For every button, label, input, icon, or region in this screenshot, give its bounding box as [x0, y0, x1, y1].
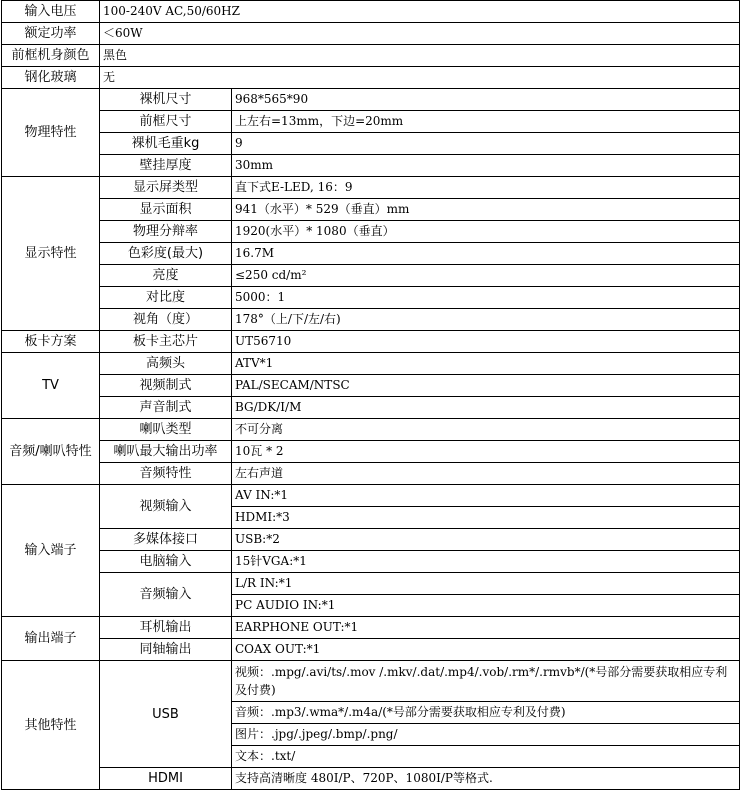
table-row: [2, 199, 740, 221]
sub-value: 10瓦 * 2: [232, 441, 740, 463]
sub-label: 喇叭最大输出功率: [100, 441, 232, 463]
sub-label: 前框尺寸: [100, 111, 232, 133]
sub-label: 声音制式: [100, 397, 232, 419]
sub-label: 视频制式: [100, 375, 232, 397]
table-row: [2, 243, 740, 265]
table-row: [2, 617, 740, 639]
sub-value: 9: [232, 133, 740, 155]
category-tv: TV: [2, 353, 100, 419]
table-row: [2, 551, 740, 573]
category-other: 其他特性: [2, 661, 100, 790]
sub-label: 电脑输入: [100, 551, 232, 573]
table-row: [2, 463, 740, 485]
sub-value: 视频：.mpg/.avi/ts/.mov /.mkv/.dat/.mp4/.vob/.rm*/.rmvb*/(*号部分需要获取相应专利及付费): [232, 661, 740, 702]
sub-label: 同轴输出: [100, 639, 232, 661]
row-value: 黑色: [100, 45, 740, 67]
sub-value: 左右声道: [232, 463, 740, 485]
sub-label: 显示面积: [100, 199, 232, 221]
sub-label: 音频输入: [100, 573, 232, 617]
sub-value: 音频：.mp3/.wma*/.m4a/(*号部分需要获取相应专利及付费): [232, 702, 740, 724]
category-inputs: 输入端子: [2, 485, 100, 617]
sub-label: 显示屏类型: [100, 177, 232, 199]
category-audio: 音频/喇叭特性: [2, 419, 100, 485]
row-label: 输入电压: [2, 1, 100, 23]
table-row: [2, 331, 740, 353]
sub-label: 色彩度(最大): [100, 243, 232, 265]
row-label: 额定功率: [2, 23, 100, 45]
category-board: 板卡方案: [2, 331, 100, 353]
sub-value: 30mm: [232, 155, 740, 177]
sub-label: USB: [100, 661, 232, 768]
table-row: [2, 67, 740, 89]
sub-value: HDMI:*3: [232, 507, 740, 529]
sub-label: 裸机毛重kg: [100, 133, 232, 155]
sub-label: 视角（度）: [100, 309, 232, 331]
table-row: [2, 265, 740, 287]
sub-label: 对比度: [100, 287, 232, 309]
sub-value: EARPHONE OUT:*1: [232, 617, 740, 639]
table-row: [2, 661, 740, 702]
sub-value: ≤250 cd/m²: [232, 265, 740, 287]
sub-label: 视频输入: [100, 485, 232, 529]
table-row: [2, 133, 740, 155]
sub-value: PAL/SECAM/NTSC: [232, 375, 740, 397]
sub-value: ATV*1: [232, 353, 740, 375]
row-label: 钢化玻璃: [2, 67, 100, 89]
row-value: 100-240V AC,50/60HZ: [100, 1, 740, 23]
sub-value: 图片：.jpg/.jpeg/.bmp/.png/: [232, 724, 740, 746]
table-row: [2, 639, 740, 661]
sub-value: L/R IN:*1: [232, 573, 740, 595]
sub-value: 1920(水平）* 1080（垂直）: [232, 221, 740, 243]
table-row: [2, 529, 740, 551]
sub-value: 15针VGA:*1: [232, 551, 740, 573]
table-row: [2, 397, 740, 419]
table-row: [2, 177, 740, 199]
sub-value: 16.7M: [232, 243, 740, 265]
sub-label: 耳机输出: [100, 617, 232, 639]
row-label: 前框机身颜色: [2, 45, 100, 67]
table-row: [2, 768, 740, 790]
sub-value: 上左右=13mm，下边=20mm: [232, 111, 740, 133]
sub-value: 178°（上/下/左/右): [232, 309, 740, 331]
table-row: [2, 287, 740, 309]
table-row: [2, 441, 740, 463]
sub-label: HDMI: [100, 768, 232, 790]
sub-value: AV IN:*1: [232, 485, 740, 507]
sub-label: 喇叭类型: [100, 419, 232, 441]
table-row: [2, 309, 740, 331]
sub-label: 音频特性: [100, 463, 232, 485]
table-row: [2, 353, 740, 375]
row-value: ＜60W: [100, 23, 740, 45]
sub-value: 直下式E-LED, 16：9: [232, 177, 740, 199]
sub-value: 5000：1: [232, 287, 740, 309]
sub-value: 941（水平）* 529（垂直）mm: [232, 199, 740, 221]
row-value: 无: [100, 67, 740, 89]
sub-value: 968*565*90: [232, 89, 740, 111]
sub-label: 壁挂厚度: [100, 155, 232, 177]
table-row: [2, 1, 740, 23]
table-row: [2, 419, 740, 441]
sub-value: UT56710: [232, 331, 740, 353]
table-row: [2, 573, 740, 595]
sub-value: BG/DK/I/M: [232, 397, 740, 419]
sub-value: PC AUDIO IN:*1: [232, 595, 740, 617]
sub-label: 物理分辩率: [100, 221, 232, 243]
category-outputs: 输出端子: [2, 617, 100, 661]
sub-value: 文本：.txt/: [232, 746, 740, 768]
sub-value: 不可分离: [232, 419, 740, 441]
sub-value: USB:*2: [232, 529, 740, 551]
table-row: [2, 111, 740, 133]
category-physical: 物理特性: [2, 89, 100, 177]
sub-label: 板卡主芯片: [100, 331, 232, 353]
sub-value: 支持高清晰度 480I/P、720P、1080I/P等格式.: [232, 768, 740, 790]
sub-label: 裸机尺寸: [100, 89, 232, 111]
sub-label: 亮度: [100, 265, 232, 287]
sub-label: 多媒体接口: [100, 529, 232, 551]
table-row: [2, 221, 740, 243]
table-row: [2, 23, 740, 45]
spec-table: [1, 0, 740, 790]
table-row: [2, 89, 740, 111]
category-display: 显示特性: [2, 177, 100, 331]
sub-value: COAX OUT:*1: [232, 639, 740, 661]
table-row: [2, 485, 740, 507]
table-row: [2, 375, 740, 397]
sub-label: 高频头: [100, 353, 232, 375]
table-row: [2, 45, 740, 67]
table-row: [2, 155, 740, 177]
